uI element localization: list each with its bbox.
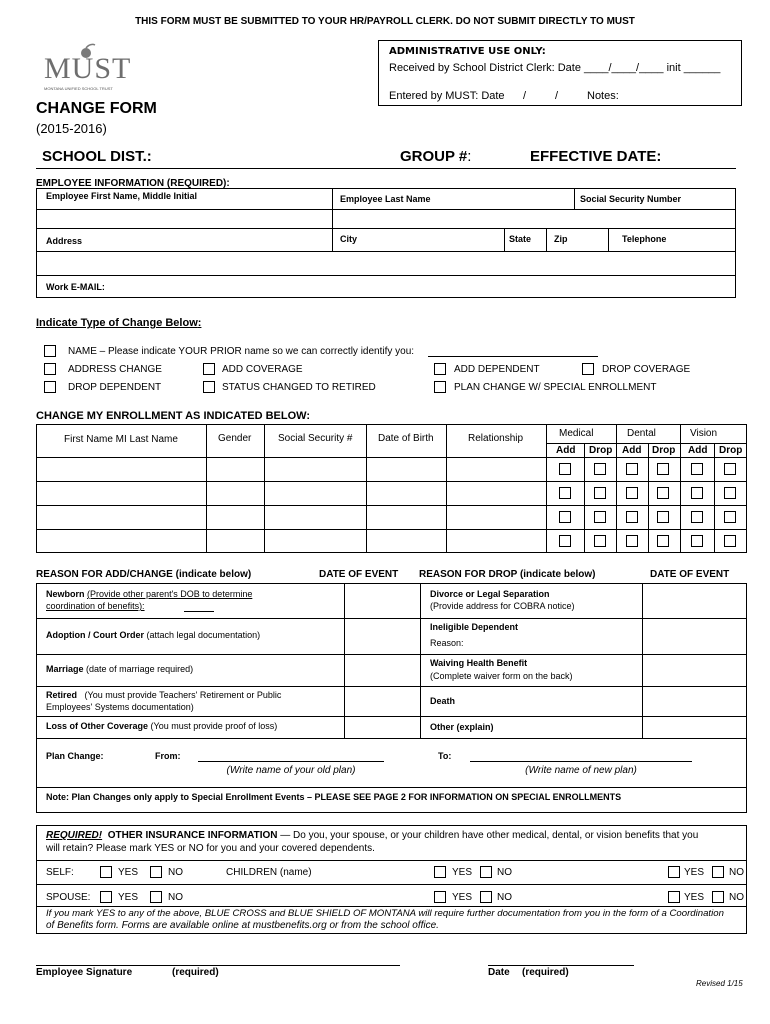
enroll-row3-dental-drop-checkbox[interactable] <box>657 511 669 523</box>
child2-yes-checkbox[interactable] <box>668 866 680 878</box>
enroll-row3-vision-add-checkbox[interactable] <box>691 511 703 523</box>
child2-no-checkbox[interactable] <box>712 866 724 878</box>
reason-divorce-note: (Provide address for COBRA notice) <box>430 601 575 611</box>
telephone-label: Telephone <box>622 234 667 244</box>
enroll-row3-vision-drop-checkbox[interactable] <box>724 511 736 523</box>
admin-received: Received by School District Clerk: Date ____/____/____ init ______ <box>389 62 721 74</box>
reason-divorce: Divorce or Legal Separation <box>430 589 550 599</box>
enr-row-rule-1 <box>36 457 747 458</box>
group-colon: : <box>467 148 472 165</box>
child3-no-checkbox[interactable] <box>480 891 492 903</box>
oi-rule-2 <box>36 884 747 885</box>
reason-newborn <box>46 589 252 599</box>
reason-death: Death <box>430 696 456 706</box>
reason-ineligible: Ineligible Dependent <box>430 622 519 632</box>
enr-col-4 <box>446 424 447 553</box>
oi-rule-3 <box>36 906 747 907</box>
emp-vline-2 <box>574 188 575 209</box>
reason-add-heading: REASON FOR ADD/CHANGE (indicate below) <box>36 569 252 580</box>
plan-from-label: From: <box>155 751 181 761</box>
vision-header: Vision <box>690 428 718 439</box>
child4-no-checkbox[interactable] <box>712 891 724 903</box>
col-name-header: First Name MI Last Name <box>64 434 178 445</box>
reasons-rule-2 <box>36 654 747 655</box>
status-retired-checkbox[interactable] <box>203 381 215 393</box>
medical-add-header: Add <box>556 445 576 456</box>
enroll-row3-dental-add-checkbox[interactable] <box>626 511 638 523</box>
new-plan-line[interactable] <box>470 761 692 762</box>
enroll-row2-vision-drop-checkbox[interactable] <box>724 487 736 499</box>
reason-newborn-note: (Provide other parent's DOB to determine <box>87 589 253 599</box>
top-notice: THIS FORM MUST BE SUBMITTED TO YOUR HR/PAYROLL CLERK. DO NOT SUBMIT DIRECTLY TO MUST <box>135 16 635 27</box>
city-label: City <box>340 234 358 244</box>
other-insurance-text <box>46 830 698 841</box>
enr-col-6 <box>584 443 585 553</box>
enroll-row3-medical-drop-checkbox[interactable] <box>594 511 606 523</box>
enroll-row1-dental-add-checkbox[interactable] <box>626 463 638 475</box>
enroll-row4-dental-add-checkbox[interactable] <box>626 535 638 547</box>
plan-change-label: PLAN CHANGE W/ SPECIAL ENROLLMENT <box>454 382 657 393</box>
enr-col-8 <box>648 443 649 553</box>
date-event-heading-2: DATE OF EVENT <box>650 569 730 580</box>
new-plan-caption: (Write name of new plan) <box>525 765 637 776</box>
child1-yes-checkbox[interactable] <box>434 866 446 878</box>
oi-text1: — Do you, your spouse, or your children have other medical, dental, or vision benefits that you <box>277 830 699 841</box>
old-plan-caption: (Write name of your old plan) <box>226 765 356 776</box>
self-label: SELF: <box>46 867 74 878</box>
admin-entered: Entered by MUST: Date <box>389 90 505 102</box>
emp-rule-4 <box>36 275 736 276</box>
enr-col-1 <box>206 424 207 553</box>
state-label: State <box>509 234 532 244</box>
address-label: Address <box>46 236 83 246</box>
reason-newborn-line2: coordination of benefits): <box>46 601 145 611</box>
enroll-row1-medical-add-checkbox[interactable] <box>559 463 571 475</box>
reason-marriage-title: Marriage <box>46 664 84 674</box>
add-coverage-label: ADD COVERAGE <box>222 364 303 375</box>
name-change-checkbox[interactable] <box>44 345 56 357</box>
enroll-row3-medical-add-checkbox[interactable] <box>559 511 571 523</box>
plan-to-label: To: <box>438 751 452 761</box>
logo-text: MUST <box>44 52 132 85</box>
col-ssn-header: Social Security # <box>278 433 353 444</box>
medical-header: Medical <box>559 428 594 439</box>
change-type-heading-colon: : <box>197 317 202 329</box>
child1-no-label: NO <box>497 867 512 878</box>
logo-subtitle: MONTANA UNIFIED SCHOOL TRUST <box>44 86 113 91</box>
enroll-row1-dental-drop-checkbox[interactable] <box>657 463 669 475</box>
reason-retired-line2: Employees' Systems documentation) <box>46 702 194 712</box>
enroll-row1-vision-drop-checkbox[interactable] <box>724 463 736 475</box>
must-logo <box>40 42 130 92</box>
add-dependent-checkbox[interactable] <box>434 363 446 375</box>
plan-change-note: Note: Plan Changes only apply to Special Enrollment Events – PLEASE SEE PAGE 2 FOR INFORMATION ON SPECIAL ENROLLMENTS <box>46 792 622 802</box>
reason-drop-heading: REASON FOR DROP (indicate below) <box>419 569 596 580</box>
reason-loss-note: (You must provide proof of loss) <box>150 721 278 731</box>
signature-required-label: (required) <box>172 967 219 978</box>
emp-rule-3 <box>36 251 736 252</box>
form-title: CHANGE FORM <box>36 100 157 117</box>
enr-row-rule-4 <box>36 529 747 530</box>
dental-header: Dental <box>627 428 656 439</box>
enroll-row2-vision-add-checkbox[interactable] <box>691 487 703 499</box>
reasons-rule-6 <box>36 787 747 788</box>
reason-adoption <box>46 630 260 640</box>
admin-slash-2: / <box>555 90 559 102</box>
child1-no-checkbox[interactable] <box>480 866 492 878</box>
emp-vline-5 <box>608 228 609 251</box>
employee-info-heading: EMPLOYEE INFORMATION (REQUIRED): <box>36 178 230 189</box>
enroll-row2-medical-add-checkbox[interactable] <box>559 487 571 499</box>
admin-title: ADMINISTRATIVE USE ONLY: <box>389 46 546 57</box>
admin-slash-1: / <box>523 90 527 102</box>
reason-ineligible-note: Reason: <box>430 638 464 648</box>
group-label-text: GROUP # <box>400 148 468 165</box>
date-required-label: (required) <box>522 967 569 978</box>
ssn-label: Social Security Number <box>580 194 682 204</box>
spouse-no-label: NO <box>168 892 183 903</box>
reason-marriage <box>46 664 193 674</box>
school-dist-label: SCHOOL DIST.: <box>42 148 152 165</box>
child3-yes-label: YES <box>452 892 473 903</box>
add-coverage-checkbox[interactable] <box>203 363 215 375</box>
spouse-no-checkbox[interactable] <box>150 891 162 903</box>
enr-col-3 <box>366 424 367 553</box>
spouse-label: SPOUSE: <box>46 892 91 903</box>
col-gender-header: Gender <box>218 433 252 444</box>
name-change-label: NAME – Please indicate YOUR PRIOR name so we can correctly identify you: <box>68 346 415 357</box>
reasons-rule-3 <box>36 686 747 687</box>
enroll-row1-medical-drop-checkbox[interactable] <box>594 463 606 475</box>
enr-row-rule-3 <box>36 505 747 506</box>
signature-line[interactable] <box>36 965 400 966</box>
enroll-row2-dental-add-checkbox[interactable] <box>626 487 638 499</box>
reason-retired <box>46 690 281 700</box>
emp-vline-1 <box>332 188 333 251</box>
plan-change-checkbox[interactable] <box>434 381 446 393</box>
reason-waiving: Waiving Health Benefit <box>430 658 528 668</box>
vision-add-header: Add <box>688 445 708 456</box>
child3-no-label: NO <box>497 892 512 903</box>
self-yes-checkbox[interactable] <box>100 866 112 878</box>
coordination-note-1: If you mark YES to any of the above, BLUE CROSS and BLUE SHIELD OF MONTANA will require further documentation from you in the form of a Coordination <box>46 908 724 919</box>
reasons-col-2 <box>420 583 421 738</box>
prior-name-line[interactable] <box>428 356 598 357</box>
emp-rule-2 <box>36 228 736 229</box>
date-label: Date <box>488 967 510 978</box>
last-name-label: Employee Last Name <box>340 194 431 204</box>
reasons-col-1 <box>344 583 345 738</box>
enroll-row1-vision-add-checkbox[interactable] <box>691 463 703 475</box>
add-dependent-label: ADD DEPENDENT <box>454 364 540 375</box>
change-type-heading-text: Indicate Type of Change Below <box>36 317 198 329</box>
enroll-row4-dental-drop-checkbox[interactable] <box>657 535 669 547</box>
medical-drop-header: Drop <box>589 445 613 456</box>
reason-newborn-title: Newborn <box>46 589 85 599</box>
child4-yes-label: YES <box>684 892 705 903</box>
self-no-checkbox[interactable] <box>150 866 162 878</box>
child2-yes-label: YES <box>684 867 705 878</box>
reason-adoption-note: (attach legal documentation) <box>146 630 261 640</box>
zip-label: Zip <box>554 234 568 244</box>
oi-required: REQUIRED! <box>46 830 103 841</box>
oi-heading: OTHER INSURANCE INFORMATION <box>107 830 278 841</box>
date-line[interactable] <box>488 965 634 966</box>
emp-vline-4 <box>546 228 547 251</box>
child2-no-label: NO <box>729 867 744 878</box>
plan-change-label-row: Plan Change: <box>46 751 104 761</box>
enroll-row4-vision-drop-checkbox[interactable] <box>724 535 736 547</box>
child3-yes-checkbox[interactable] <box>434 891 446 903</box>
enroll-row4-medical-drop-checkbox[interactable] <box>594 535 606 547</box>
reasons-col-3 <box>642 583 643 738</box>
spouse-yes-label: YES <box>118 892 139 903</box>
reasons-rule-4 <box>36 716 747 717</box>
reason-retired-note: (You must provide Teachers' Retirement or Public <box>84 690 282 700</box>
enroll-row4-vision-add-checkbox[interactable] <box>691 535 703 547</box>
revised-label: Revised 1/15 <box>696 979 743 988</box>
child4-no-label: NO <box>729 892 744 903</box>
dental-drop-header: Drop <box>652 445 676 456</box>
drop-coverage-checkbox[interactable] <box>582 363 594 375</box>
enroll-row4-medical-add-checkbox[interactable] <box>559 535 571 547</box>
header-rule <box>36 168 736 169</box>
date-event-heading-1: DATE OF EVENT <box>319 569 399 580</box>
newborn-dob-line[interactable] <box>184 611 214 612</box>
emp-vline-3 <box>504 228 505 251</box>
reason-loss <box>46 721 277 731</box>
status-retired-label: STATUS CHANGED TO RETIRED <box>222 382 376 393</box>
reasons-rule-1 <box>36 618 747 619</box>
reason-adoption-title: Adoption / Court Order <box>46 630 144 640</box>
drop-dependent-checkbox[interactable] <box>44 381 56 393</box>
enroll-row2-medical-drop-checkbox[interactable] <box>594 487 606 499</box>
employee-signature-label: Employee Signature <box>36 967 133 978</box>
enrollment-heading: CHANGE MY ENROLLMENT AS INDICATED BELOW: <box>36 410 310 422</box>
old-plan-line[interactable] <box>198 761 384 762</box>
address-change-checkbox[interactable] <box>44 363 56 375</box>
admin-notes: Notes: <box>587 90 619 102</box>
form-year: (2015-2016) <box>36 121 107 136</box>
drop-coverage-label: DROP COVERAGE <box>602 364 691 375</box>
oi-rule-1 <box>36 860 747 861</box>
col-dob-header: Date of Birth <box>378 433 434 444</box>
address-change-label: ADDRESS CHANGE <box>68 364 162 375</box>
reason-marriage-note: (date of marriage required) <box>86 664 194 674</box>
enroll-row2-dental-drop-checkbox[interactable] <box>657 487 669 499</box>
child1-yes-label: YES <box>452 867 473 878</box>
spouse-yes-checkbox[interactable] <box>100 891 112 903</box>
enr-col-2 <box>264 424 265 553</box>
reason-loss-title: Loss of Other Coverage <box>46 721 149 731</box>
effective-date-label: EFFECTIVE DATE: <box>530 148 662 165</box>
self-no-label: NO <box>168 867 183 878</box>
dental-add-header: Add <box>622 445 642 456</box>
children-label: CHILDREN (name) <box>226 867 312 878</box>
reason-waiving-note: (Complete waiver form on the back) <box>430 671 573 681</box>
self-yes-label: YES <box>118 867 139 878</box>
drop-dependent-label: DROP DEPENDENT <box>68 382 162 393</box>
enr-row-rule-2 <box>36 481 747 482</box>
coordination-note-2: of Benefits form. Forms are available online at mustbenefits.org or from the school office. <box>46 920 439 931</box>
child4-yes-checkbox[interactable] <box>668 891 680 903</box>
change-type-heading <box>36 317 201 329</box>
group-label <box>400 148 471 165</box>
other-insurance-text-2: will retain? Please mark YES or NO for you and your covered dependents. <box>46 843 375 854</box>
vision-drop-header: Drop <box>719 445 743 456</box>
enr-col-10 <box>714 443 715 553</box>
emp-rule-1 <box>36 209 736 210</box>
email-label: Work E-MAIL: <box>46 282 105 292</box>
enr-subhead-rule <box>546 443 747 444</box>
admin-box <box>378 40 742 106</box>
reasons-rule-5 <box>36 738 747 739</box>
col-relationship-header: Relationship <box>468 433 524 444</box>
reason-other: Other (explain) <box>430 722 494 732</box>
reason-retired-title: Retired <box>46 690 78 700</box>
first-name-label: Employee First Name, Middle Initial <box>46 191 198 201</box>
